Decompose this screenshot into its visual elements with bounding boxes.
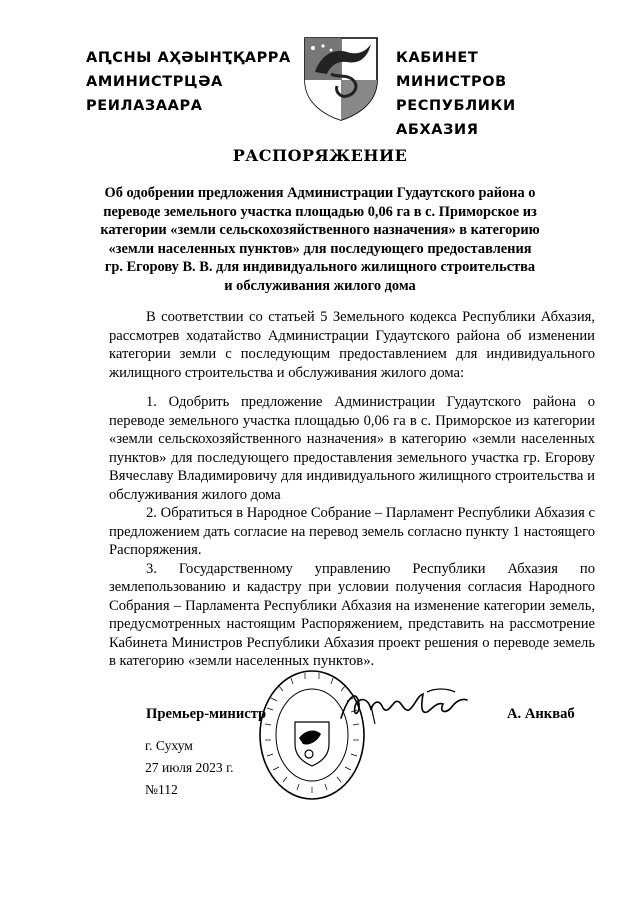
signatory-position: Премьер-министр xyxy=(146,706,267,722)
list-item: 3. Государственному управлению Республики Абхазия по землепользованию и кадастру при условии получения согласия Народного Собрания – Парламента Республики Абхазия на изменение категории земель, предусмотренных настоящим Распоряжением, представить на рассмотрение Кабинета Министров Республики Абхазия проект решения о переводе земель в категорию «земли населенных пунктов». xyxy=(109,560,595,669)
intro-text: В соответствии со статьей 5 Земельного кодекса Республики Абхазия, рассмотрев ходатайство Администрации Гудаутского района об изменении категории земли с последующим предоставлением для индивидуального жилищного строительства и обслуживания жилого дома: xyxy=(109,309,595,381)
document-date: 27 июля 2023 г. xyxy=(145,760,234,775)
header-left-line2: АМИНИСТРЦӘА РЕИЛАЗААРА xyxy=(86,74,223,114)
header-left-line1: АԤСНЫ АҲӘЫНҬҚАРРА xyxy=(86,50,291,66)
document-place: г. Сухум xyxy=(145,738,193,753)
document-subject: Об одобрении предложения Администрации Гудаутского района о переводе земельного участка площадью 0,06 га в с. Приморское из категории «земли сельскохозяйственного назначения» в категорию «земли населенных пунктов» для последующего предоставления гр. Егорову В. В. для индивидуального жилищного строительства и обслуживания жилого дома xyxy=(100,185,540,294)
list-item: 1. Одобрить предложение Администрации Гудаутского района о переводе земельного участка площадью 0,06 га в с. Приморское из категории «земли сельскохозяйственного назначения» в категорию «земли населенных пунктов» для последующего предоставления земельного участка гр. Егорову Вячеславу Владимировичу для индивидуального жилищного строительства и обслуживания жилого дома xyxy=(109,394,595,503)
header-right-line2: РЕСПУБЛИКИ АБХАЗИЯ xyxy=(396,98,516,138)
signatory-name: А. Анкваб xyxy=(507,706,575,722)
list-item: 2. Обратиться в Народное Собрание – Парламент Республики Абхазия с предложением дать согласие на перевод земель согласно пункту 1 настоящего Распоряжения. xyxy=(109,505,595,558)
header-abkhaz xyxy=(86,46,296,118)
resolution-items xyxy=(109,393,595,671)
header-russian xyxy=(396,46,586,142)
header-right-line1: КАБИНЕТ МИНИСТРОВ xyxy=(396,50,507,90)
document-number: №112 xyxy=(145,782,178,797)
intro-paragraph xyxy=(109,308,595,382)
document-title: РАСПОРЯЖЕНИЕ xyxy=(232,146,408,165)
coat-of-arms-icon xyxy=(301,34,381,122)
handwritten-signature-icon xyxy=(335,684,475,728)
